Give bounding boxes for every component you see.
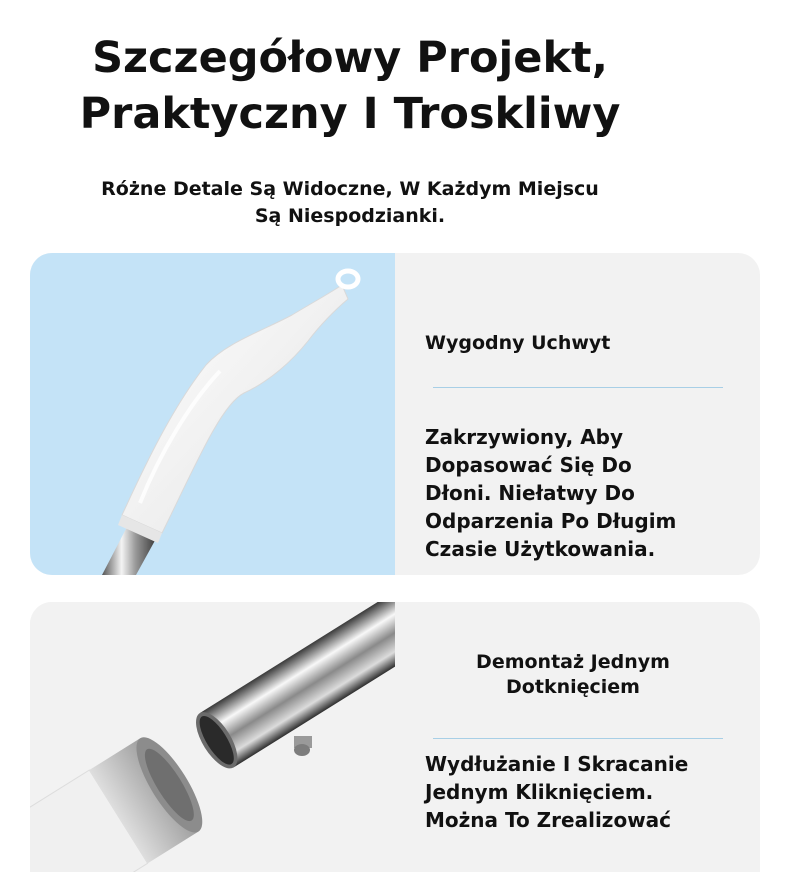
hanging-loop	[338, 271, 358, 287]
detach-illustration	[30, 602, 395, 872]
divider	[433, 387, 723, 388]
desc-line: Można To Zrealizować	[425, 808, 672, 832]
feature-text-detach	[425, 602, 725, 872]
handle-body	[122, 285, 348, 533]
page-subtitle	[30, 176, 670, 230]
feature-title	[425, 650, 721, 700]
divider	[433, 738, 723, 739]
metal-tube	[188, 602, 395, 775]
feature-card-handle	[30, 253, 760, 575]
desc-line: Jednym Kliknięciem.	[425, 780, 654, 804]
title-line: Demontaż Jednym	[476, 651, 670, 673]
desc-line: Odparzenia Po Długim	[425, 509, 677, 533]
title-line-1: Szczegółowy Projekt,	[92, 33, 608, 83]
detach-photo	[30, 602, 395, 872]
feature-title: Wygodny Uchwyt	[425, 332, 611, 354]
desc-line: Wydłużanie I Skracanie	[425, 752, 689, 776]
desc-line: Dopasować Się Do	[425, 453, 632, 477]
page-title	[0, 30, 700, 142]
desc-line: Czasie Użytkowania.	[425, 537, 656, 561]
desc-line: Zakrzywiony, Aby	[425, 425, 624, 449]
subtitle-line-2: Są Niespodzianki.	[254, 205, 446, 227]
title-line: Dotknięciem	[506, 676, 640, 698]
feature-text-handle	[425, 253, 725, 575]
handle-photo	[30, 253, 395, 575]
feature-description	[425, 750, 725, 834]
pole-segment	[30, 729, 214, 872]
subtitle-line-1: Różne Detale Są Widoczne, W Każdym Miejscu	[101, 178, 599, 200]
handle-illustration	[30, 253, 395, 575]
feature-description	[425, 423, 725, 563]
title-line-2: Praktyczny I Troskliwy	[79, 89, 621, 139]
feature-card-detach	[30, 602, 760, 872]
desc-line: Dłoni. Niełatwy Do	[425, 481, 635, 505]
